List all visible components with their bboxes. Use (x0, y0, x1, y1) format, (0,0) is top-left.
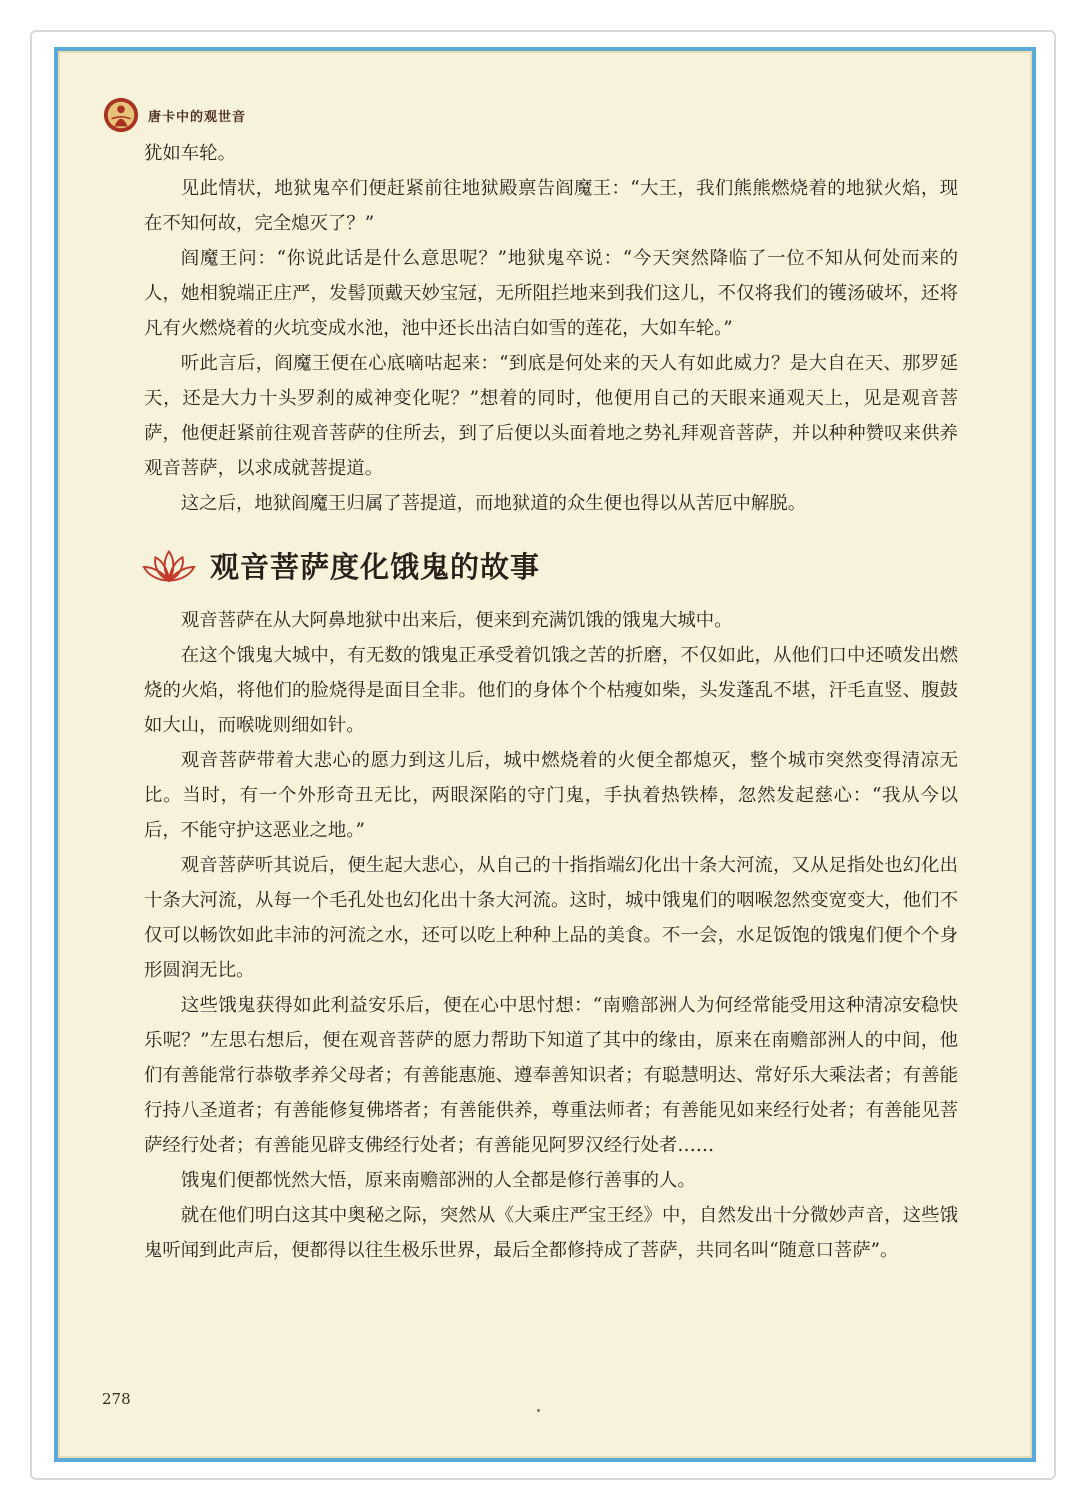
paragraph: 观音菩萨在从大阿鼻地狱中出来后，便来到充满饥饿的饿鬼大城中。 (180, 610, 733, 631)
guanyin-thangka-icon (102, 96, 140, 134)
print-speck (537, 1409, 540, 1412)
page-number: 278 (102, 1390, 131, 1408)
book-page (54, 47, 1036, 1462)
paragraph: 就在他们明白这其中奥秘之际，突然从《大乘庄严宝王经》中，自然发出十分微妙声音，这些饿鬼听闻到此声后，便都得以往生极乐世界，最后全都修持成了菩萨，共同名叫“随意口菩萨”。 (144, 1205, 958, 1261)
running-header (102, 97, 246, 133)
paragraph: 见此情状，地狱鬼卒们便赶紧前往地狱殿禀告阎魔王：“大王，我们熊熊燃烧着的地狱火焰，现在不知何故，完全熄灭了？” (144, 178, 958, 234)
paragraph: 观音菩萨带着大悲心的愿力到这儿后，城中燃烧着的火便全都熄灭，整个城市突然变得清凉无比。当时，有一个外形奇丑无比，两眼深陷的守门鬼，手执着热铁棒，忽然发起慈心：“我从今以后，不能守护这恶业之地。” (144, 750, 958, 841)
paragraph: 观音菩萨听其说后，便生起大悲心，从自己的十指指端幻化出十条大河流，又从足指处也幻化出十条大河流，从每一个毛孔处也幻化出十条大河流。这时，城中饿鬼们的咽喉忽然变宽变大，他们不仅可以畅饮如此丰沛的河流之水，还可以吃上种种上品的美食。不一会，水足饭饱的饿鬼们便个个身形圆润无比。 (144, 855, 958, 981)
paragraph: 听此言后，阎魔王便在心底嘀咕起来：“到底是何处来的天人有如此威力？是大自在天、那罗延天，还是大力十头罗刹的威神变化呢？”想着的同时，他便用自己的天眼来通观天上，见是观音菩萨，他便赶紧前往观音菩萨的住所去，到了后便以头面着地之势礼拜观音菩萨，并以种种赞叹来供养观音菩萨，以求成就菩提道。 (144, 353, 958, 479)
paragraph: 饿鬼们便都恍然大悟，原来南赡部洲的人全都是修行善事的人。 (180, 1170, 696, 1191)
section-heading (144, 545, 958, 589)
paragraph: 犹如车轮。 (144, 143, 236, 164)
body-text (144, 136, 958, 1268)
section-title: 观音菩萨度化饿鬼的故事 (210, 549, 541, 584)
lotus-icon (140, 547, 198, 587)
paragraph: 这之后，地狱阎魔王归属了菩提道，而地狱道的众生便也得以从苦厄中解脱。 (180, 493, 807, 514)
running-header-title: 唐卡中的观世音 (148, 109, 247, 125)
paragraph: 阎魔王问：“你说此话是什么意思呢？”地狱鬼卒说：“今天突然降临了一位不知从何处而来的人，她相貌端正庄严，发髻顶戴天妙宝冠，无所阻拦地来到我们这儿，不仅将我们的镬汤破坏，还将凡有火燃烧着的火坑变成水池，池中还长出洁白如雪的莲花，大如车轮。” (144, 248, 958, 339)
paragraph: 这些饿鬼获得如此利益安乐后，便在心中思忖想：“南赡部洲人为何经常能受用这种清凉安稳快乐呢？”左思右想后，便在观音菩萨的愿力帮助下知道了其中的缘由，原来在南赡部洲人的中间，他们有善能常行恭敬孝养父母者；有善能惠施、遵奉善知识者；有聪慧明达、常好乐大乘法者；有善能行持八圣道者；有善能修复佛塔者；有善能供养，尊重法师者；有善能见如来经行处者；有善能见菩萨经行处者；有善能见辟支佛经行处者；有善能见阿罗汉经行处者…… (144, 995, 958, 1156)
paragraph: 在这个饿鬼大城中，有无数的饿鬼正承受着饥饿之苦的折磨，不仅如此，从他们口中还喷发出燃烧的火焰，将他们的脸烧得是面目全非。他们的身体个个枯瘦如柴，头发蓬乱不堪，汗毛直竖、腹鼓如大山，而喉咙则细如针。 (144, 645, 958, 736)
